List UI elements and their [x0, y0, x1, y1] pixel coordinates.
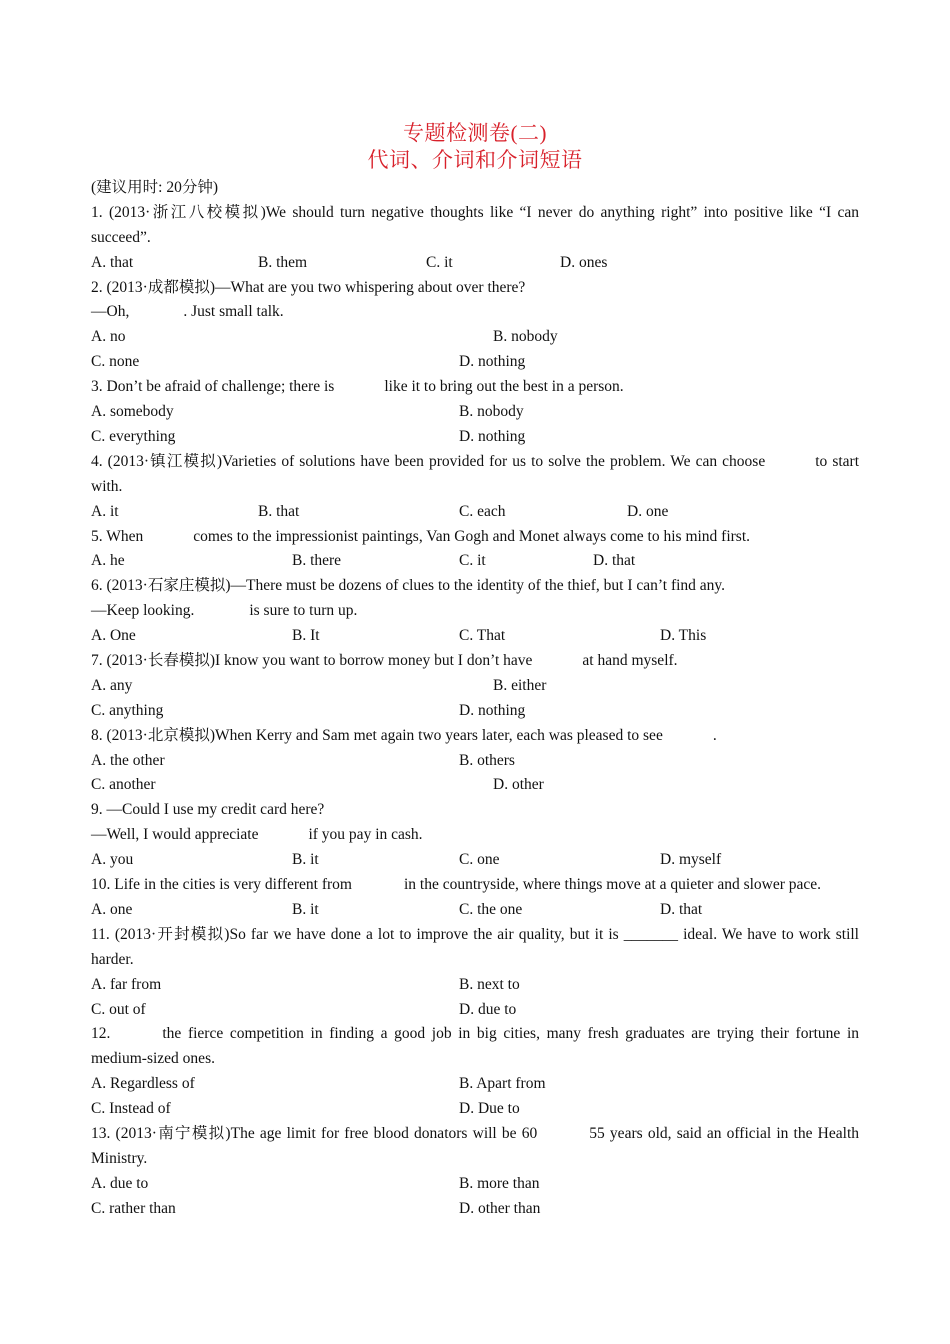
question-4-options: [91, 500, 859, 525]
option-c[interactable]: C. rather than: [91, 1199, 176, 1217]
stem-start: 8. (2013·北京模拟)When Kerry and Sam met again two years later, each was pleased to see: [91, 726, 663, 744]
option-b[interactable]: B. It: [292, 627, 320, 645]
question-7-options-row-1: [91, 674, 859, 699]
question-5-stem: [91, 525, 859, 550]
time-note: (建议用时: 20分钟): [91, 179, 219, 196]
option-c[interactable]: C. none: [91, 353, 140, 371]
question-9-reply: [91, 823, 859, 848]
stem-start: 10. Life in the cities is very different from: [91, 876, 352, 893]
option-d[interactable]: D. myself: [660, 851, 722, 869]
option-c[interactable]: C. one: [459, 851, 500, 869]
stem-start: 13. (2013·南宁模拟)The age limit for free blood donators will be 60: [91, 1124, 538, 1142]
option-b[interactable]: B. either: [493, 676, 547, 694]
question-2-options-row-2: [91, 350, 859, 375]
stem-start: 12.: [91, 1025, 111, 1043]
option-a[interactable]: A. One: [91, 627, 136, 645]
stem-end: at hand myself.: [582, 651, 678, 669]
question-3-options-row-1: [91, 400, 859, 425]
reply-end: if you pay in cash.: [308, 826, 423, 844]
option-b[interactable]: B. them: [258, 253, 308, 271]
option-a[interactable]: A. Regardless of: [91, 1075, 195, 1093]
option-d[interactable]: D. that: [660, 900, 703, 918]
question-8-stem: [91, 724, 859, 749]
question-5-options: [91, 549, 859, 574]
exam-page: [91, 120, 859, 1222]
option-a[interactable]: A. that: [91, 253, 134, 271]
option-a[interactable]: A. somebody: [91, 403, 174, 421]
question-9-stem: 9. —Could I use my credit card here?: [91, 801, 325, 819]
option-c[interactable]: C. each: [459, 502, 506, 520]
option-c[interactable]: C. That: [459, 627, 506, 645]
option-c[interactable]: C. another: [91, 776, 156, 794]
stem-end: the fierce competition in finding a good job in big cities, many fresh graduates are trying their fortune in medium-sized ones.: [91, 1025, 859, 1068]
option-d[interactable]: D. nothing: [459, 701, 526, 719]
question-7-stem: [91, 649, 859, 674]
option-b[interactable]: B. more than: [459, 1174, 540, 1192]
option-d[interactable]: D. one: [627, 502, 669, 520]
stem-start: 7. (2013·长春模拟)I know you want to borrow money but I don’t have: [91, 651, 533, 669]
question-10-stem: [91, 873, 859, 898]
stem-start: 5. When: [91, 527, 144, 545]
question-1-stem: 1. (2013·浙江八校模拟)We should turn negative thoughts like “I never do anything right” into positive like “I can succeed”.: [91, 203, 859, 246]
question-4-stem: [91, 450, 859, 500]
question-8-options-row-2: [91, 773, 859, 798]
option-c[interactable]: C. it: [426, 253, 453, 271]
option-a[interactable]: A. no: [91, 328, 126, 346]
option-b[interactable]: B. that: [258, 502, 300, 520]
question-12-options-row-2: [91, 1097, 859, 1122]
stem-end: 55 years old, said an official in the Health Ministry.: [91, 1124, 859, 1167]
stem-end: in the countryside, where things move at a quieter and slower pace.: [403, 876, 822, 893]
option-b[interactable]: B. Apart from: [459, 1075, 546, 1093]
option-c[interactable]: C. it: [459, 552, 486, 570]
option-a[interactable]: A. it: [91, 502, 119, 520]
option-a[interactable]: A. one: [91, 900, 133, 918]
option-a[interactable]: A. due to: [91, 1174, 149, 1192]
question-3-options-row-2: [91, 425, 859, 450]
stem-end: to start with.: [91, 452, 860, 495]
option-b[interactable]: B. others: [459, 751, 515, 769]
stem-start: 4. (2013·镇江模拟)Varieties of solutions have been provided for us to solve the problem. We can choose: [91, 452, 766, 470]
option-c[interactable]: C. everything: [91, 427, 176, 445]
reply-end: is sure to turn up.: [249, 602, 358, 620]
question-2-stem: 2. (2013·成都模拟)—What are you two whispering about over there?: [91, 278, 526, 296]
question-6-reply: [91, 599, 859, 624]
stem-end: .: [712, 726, 717, 744]
question-7-options-row-2: [91, 699, 859, 724]
reply-start: —Keep looking.: [91, 602, 195, 620]
question-3-stem: [91, 375, 859, 400]
option-a[interactable]: A. any: [91, 676, 133, 694]
option-d[interactable]: D. nothing: [459, 427, 526, 445]
option-d[interactable]: D. ones: [560, 253, 608, 271]
reply-start: —Oh,: [91, 303, 130, 321]
question-12-options-row-1: [91, 1072, 859, 1097]
option-b[interactable]: B. nobody: [459, 403, 524, 421]
question-13-stem: [91, 1122, 859, 1172]
stem-end: comes to the impressionist paintings, Van Gogh and Monet always come to his mind first.: [193, 527, 751, 545]
question-13-options-row-2: [91, 1197, 859, 1222]
option-b[interactable]: B. it: [292, 851, 319, 869]
reply-start: —Well, I would appreciate: [91, 826, 259, 844]
question-11-options-row-1: [91, 973, 859, 998]
option-c[interactable]: C. anything: [91, 701, 164, 719]
question-10-options: [91, 898, 859, 923]
stem-end: like it to bring out the best in a person.: [384, 378, 624, 396]
question-6-stem: 6. (2013·石家庄模拟)—There must be dozens of clues to the identity of the thief, but I can’t find any.: [91, 577, 726, 595]
option-d[interactable]: D. other: [493, 776, 544, 794]
question-11-stem: 11. (2013·开封模拟)So far we have done a lot to improve the air quality, but it is _______ ideal. We have to work still harder.: [91, 925, 859, 968]
option-c[interactable]: C. Instead of: [91, 1100, 171, 1118]
stem-start: 3. Don’t be afraid of challenge; there is: [91, 378, 335, 396]
option-b[interactable]: B. next to: [459, 975, 520, 993]
option-b[interactable]: B. nobody: [493, 328, 558, 346]
question-6-options: [91, 624, 859, 649]
title-line-1: 专题检测卷(二): [403, 121, 547, 145]
reply-end: . Just small talk.: [183, 303, 284, 321]
question-2-options-row-1: [91, 325, 859, 350]
option-a[interactable]: A. the other: [91, 751, 165, 769]
question-9-options: [91, 848, 859, 873]
option-b[interactable]: B. it: [292, 900, 319, 918]
option-b[interactable]: B. there: [292, 552, 342, 570]
question-8-options-row-1: [91, 749, 859, 774]
question-11-options-row-2: [91, 998, 859, 1023]
question-1-options: [91, 251, 859, 276]
option-d[interactable]: D. that: [593, 552, 636, 570]
question-13-options-row-1: [91, 1172, 859, 1197]
option-d[interactable]: D. other than: [459, 1199, 541, 1217]
option-c[interactable]: C. out of: [91, 1000, 146, 1018]
option-d[interactable]: D. This: [660, 627, 707, 645]
option-c[interactable]: C. the one: [459, 900, 523, 918]
question-12-stem: [91, 1022, 859, 1072]
option-d[interactable]: D. nothing: [459, 353, 526, 371]
option-a[interactable]: A. you: [91, 851, 134, 869]
option-d[interactable]: D. due to: [459, 1000, 517, 1018]
option-a[interactable]: A. far from: [91, 975, 162, 993]
question-2-reply: [91, 300, 859, 325]
option-a[interactable]: A. he: [91, 552, 125, 570]
title-line-2: 代词、介词和介词短语: [367, 148, 583, 172]
option-d[interactable]: D. Due to: [459, 1100, 520, 1118]
